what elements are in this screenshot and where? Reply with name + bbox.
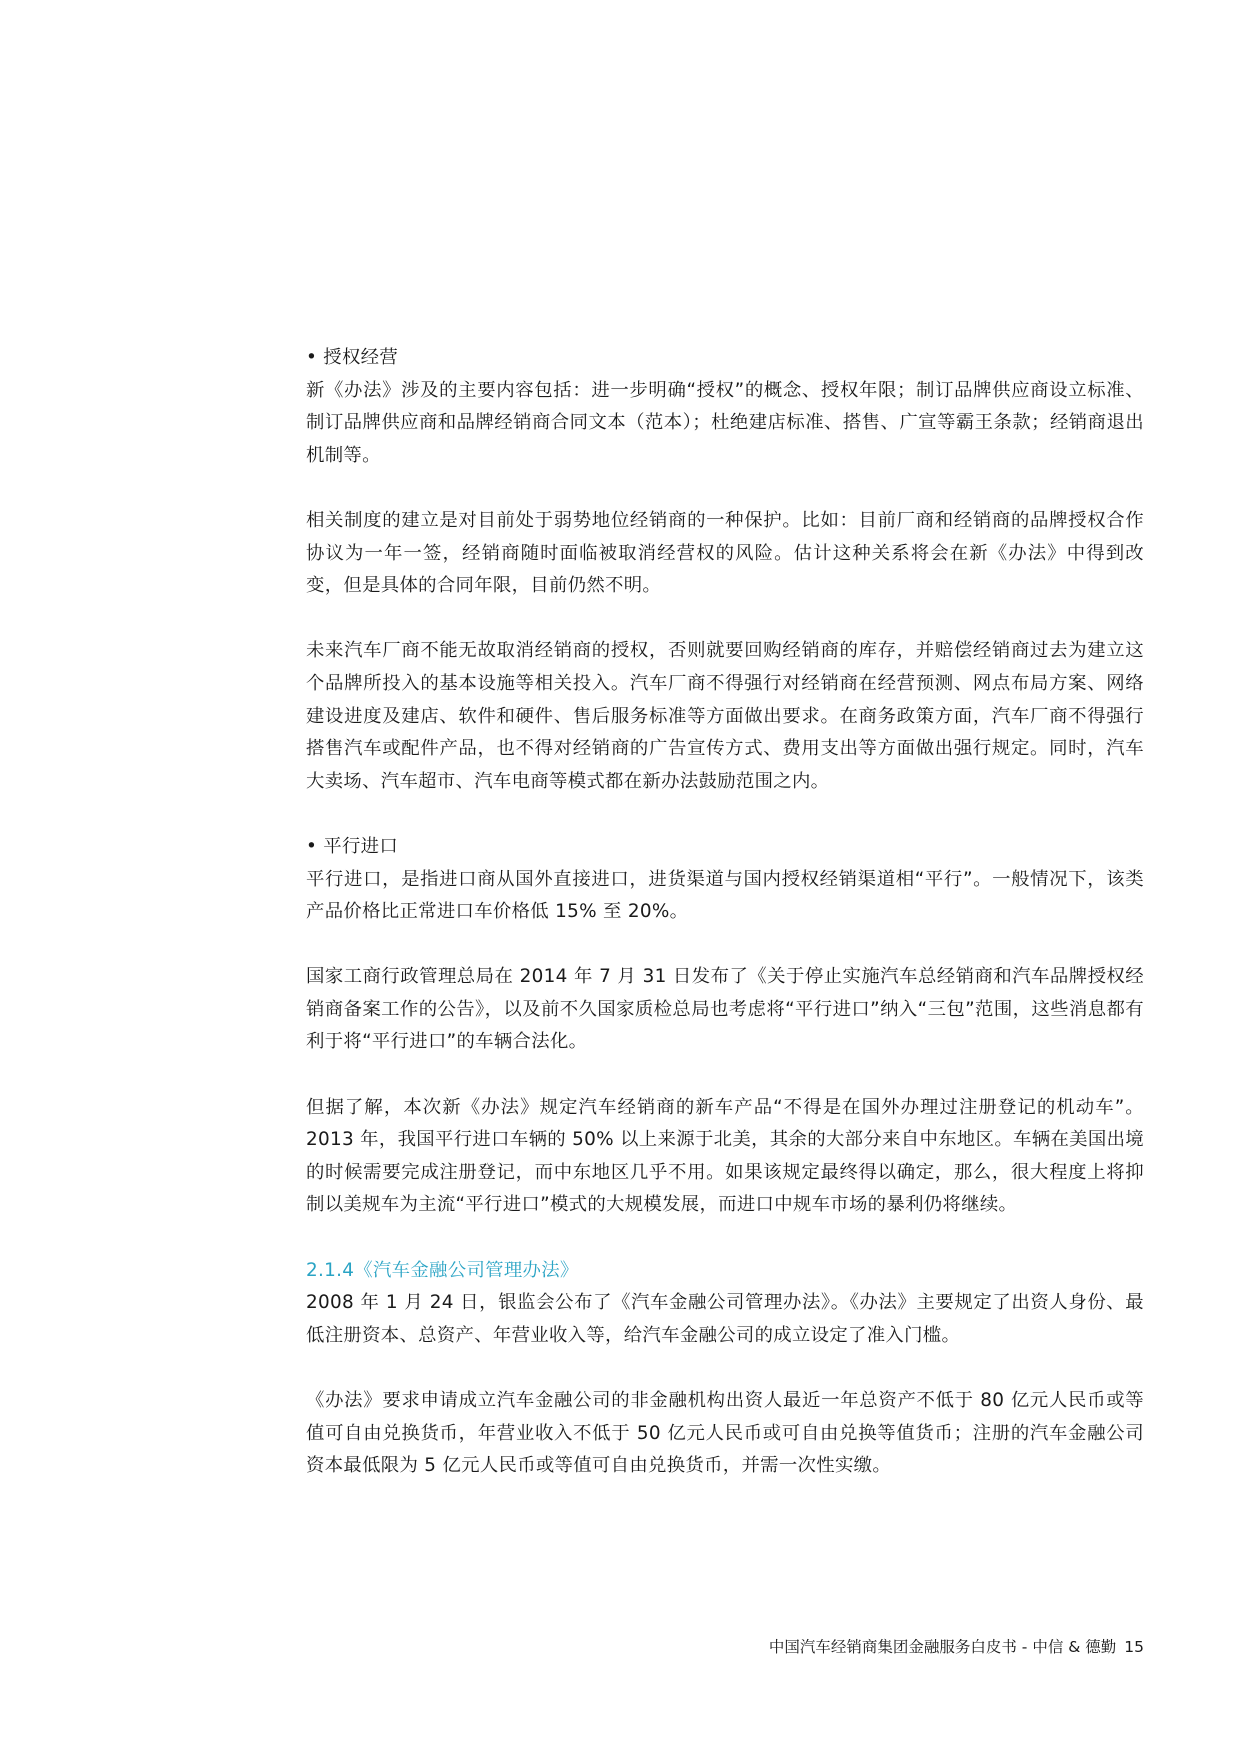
bullet-title-parallel-import: • 平行进口 [306,835,399,857]
paragraph: 但据了解，本次新《办法》规定汽车经销商的新车产品“不得是在国外办理过注册登记的机动车”。2013 年，我国平行进口车辆的 50% 以上来源于北美，其余的大部分来自中东地区。车辆在美国出境的时候需要完成注册登记，而中东地区几乎不用。如果该规定最终得以确定，那么，很大程度上将抑制以美规车为主流“平行进口”模式的大规模发展，而进口中规车市场的暴利仍将继续。 [306,1096,1144,1216]
footer-title: 中国汽车经销商集团金融服务白皮书 - 中信 & 德勤 [768,1638,1117,1656]
paragraph: 2008 年 1 月 24 日，银监会公布了《汽车金融公司管理办法》。《办法》主要规定了出资人身份、最低注册资本、总资产、年营业收入等，给汽车金融公司的成立设定了准入门槛。 [306,1292,1144,1346]
paragraph: 相关制度的建立是对目前处于弱势地位经销商的一种保护。比如：目前厂商和经销商的品牌授权合作协议为一年一签，经销商随时面临被取消经营权的风险。估计这种关系将会在新《办法》中得到改变，但是具体的合同年限，目前仍然不明。 [306,509,1144,597]
section-heading-auto-finance: 2.1.4《汽车金融公司管理办法》 [306,1259,579,1281]
page-content [306,342,1144,1515]
paragraph: 未来汽车厂商不能无故取消经销商的授权，否则就要回购经销商的库存，并赔偿经销商过去为建立这个品牌所投入的基本设施等相关投入。汽车厂商不得强行对经销商在经营预测、网点布局方案、网络建设进度及建店、软件和硬件、售后服务标准等方面做出要求。在商务政策方面，汽车厂商不得强行搭售汽车或配件产品，也不得对经销商的广告宣传方式、费用支出等方面做出强行规定。同时，汽车大卖场、汽车超市、汽车电商等模式都在新办法鼓励范围之内。 [306,640,1144,792]
paragraph: 《办法》要求申请成立汽车金融公司的非金融机构出资人最近一年总资产不低于 80 亿元人民币或等值可自由兑换货币，年营业收入不低于 50 亿元人民币或可自由兑换等值货币；注册的汽车金融公司资本最低限为 5 亿元人民币或等值可自由兑换货币，并需一次性实缴。 [306,1390,1144,1477]
page-number: 15 [1124,1638,1144,1656]
paragraph: 平行进口，是指进口商从国外直接进口，进货渠道与国内授权经销渠道相“平行”。一般情况下，该类产品价格比正常进口车价格低 15% 至 20%。 [306,868,1144,923]
paragraph: 新《办法》涉及的主要内容包括：进一步明确“授权”的概念、授权年限；制订品牌供应商设立标准、制订品牌供应商和品牌经销商合同文本（范本）；杜绝建店标准、搭售、广宣等霸王条款；经销商退出机制等。 [306,379,1144,466]
page-footer [769,1636,1144,1658]
bullet-title-authorization: • 授权经营 [306,347,399,368]
paragraph: 国家工商行政管理总局在 2014 年 7 月 31 日发布了《关于停止实施汽车总经销商和汽车品牌授权经销商备案工作的公告》，以及前不久国家质检总局也考虑将“平行进口”纳入“三包”范围，这些消息都有利于将“平行进口”的车辆合法化。 [306,966,1144,1053]
